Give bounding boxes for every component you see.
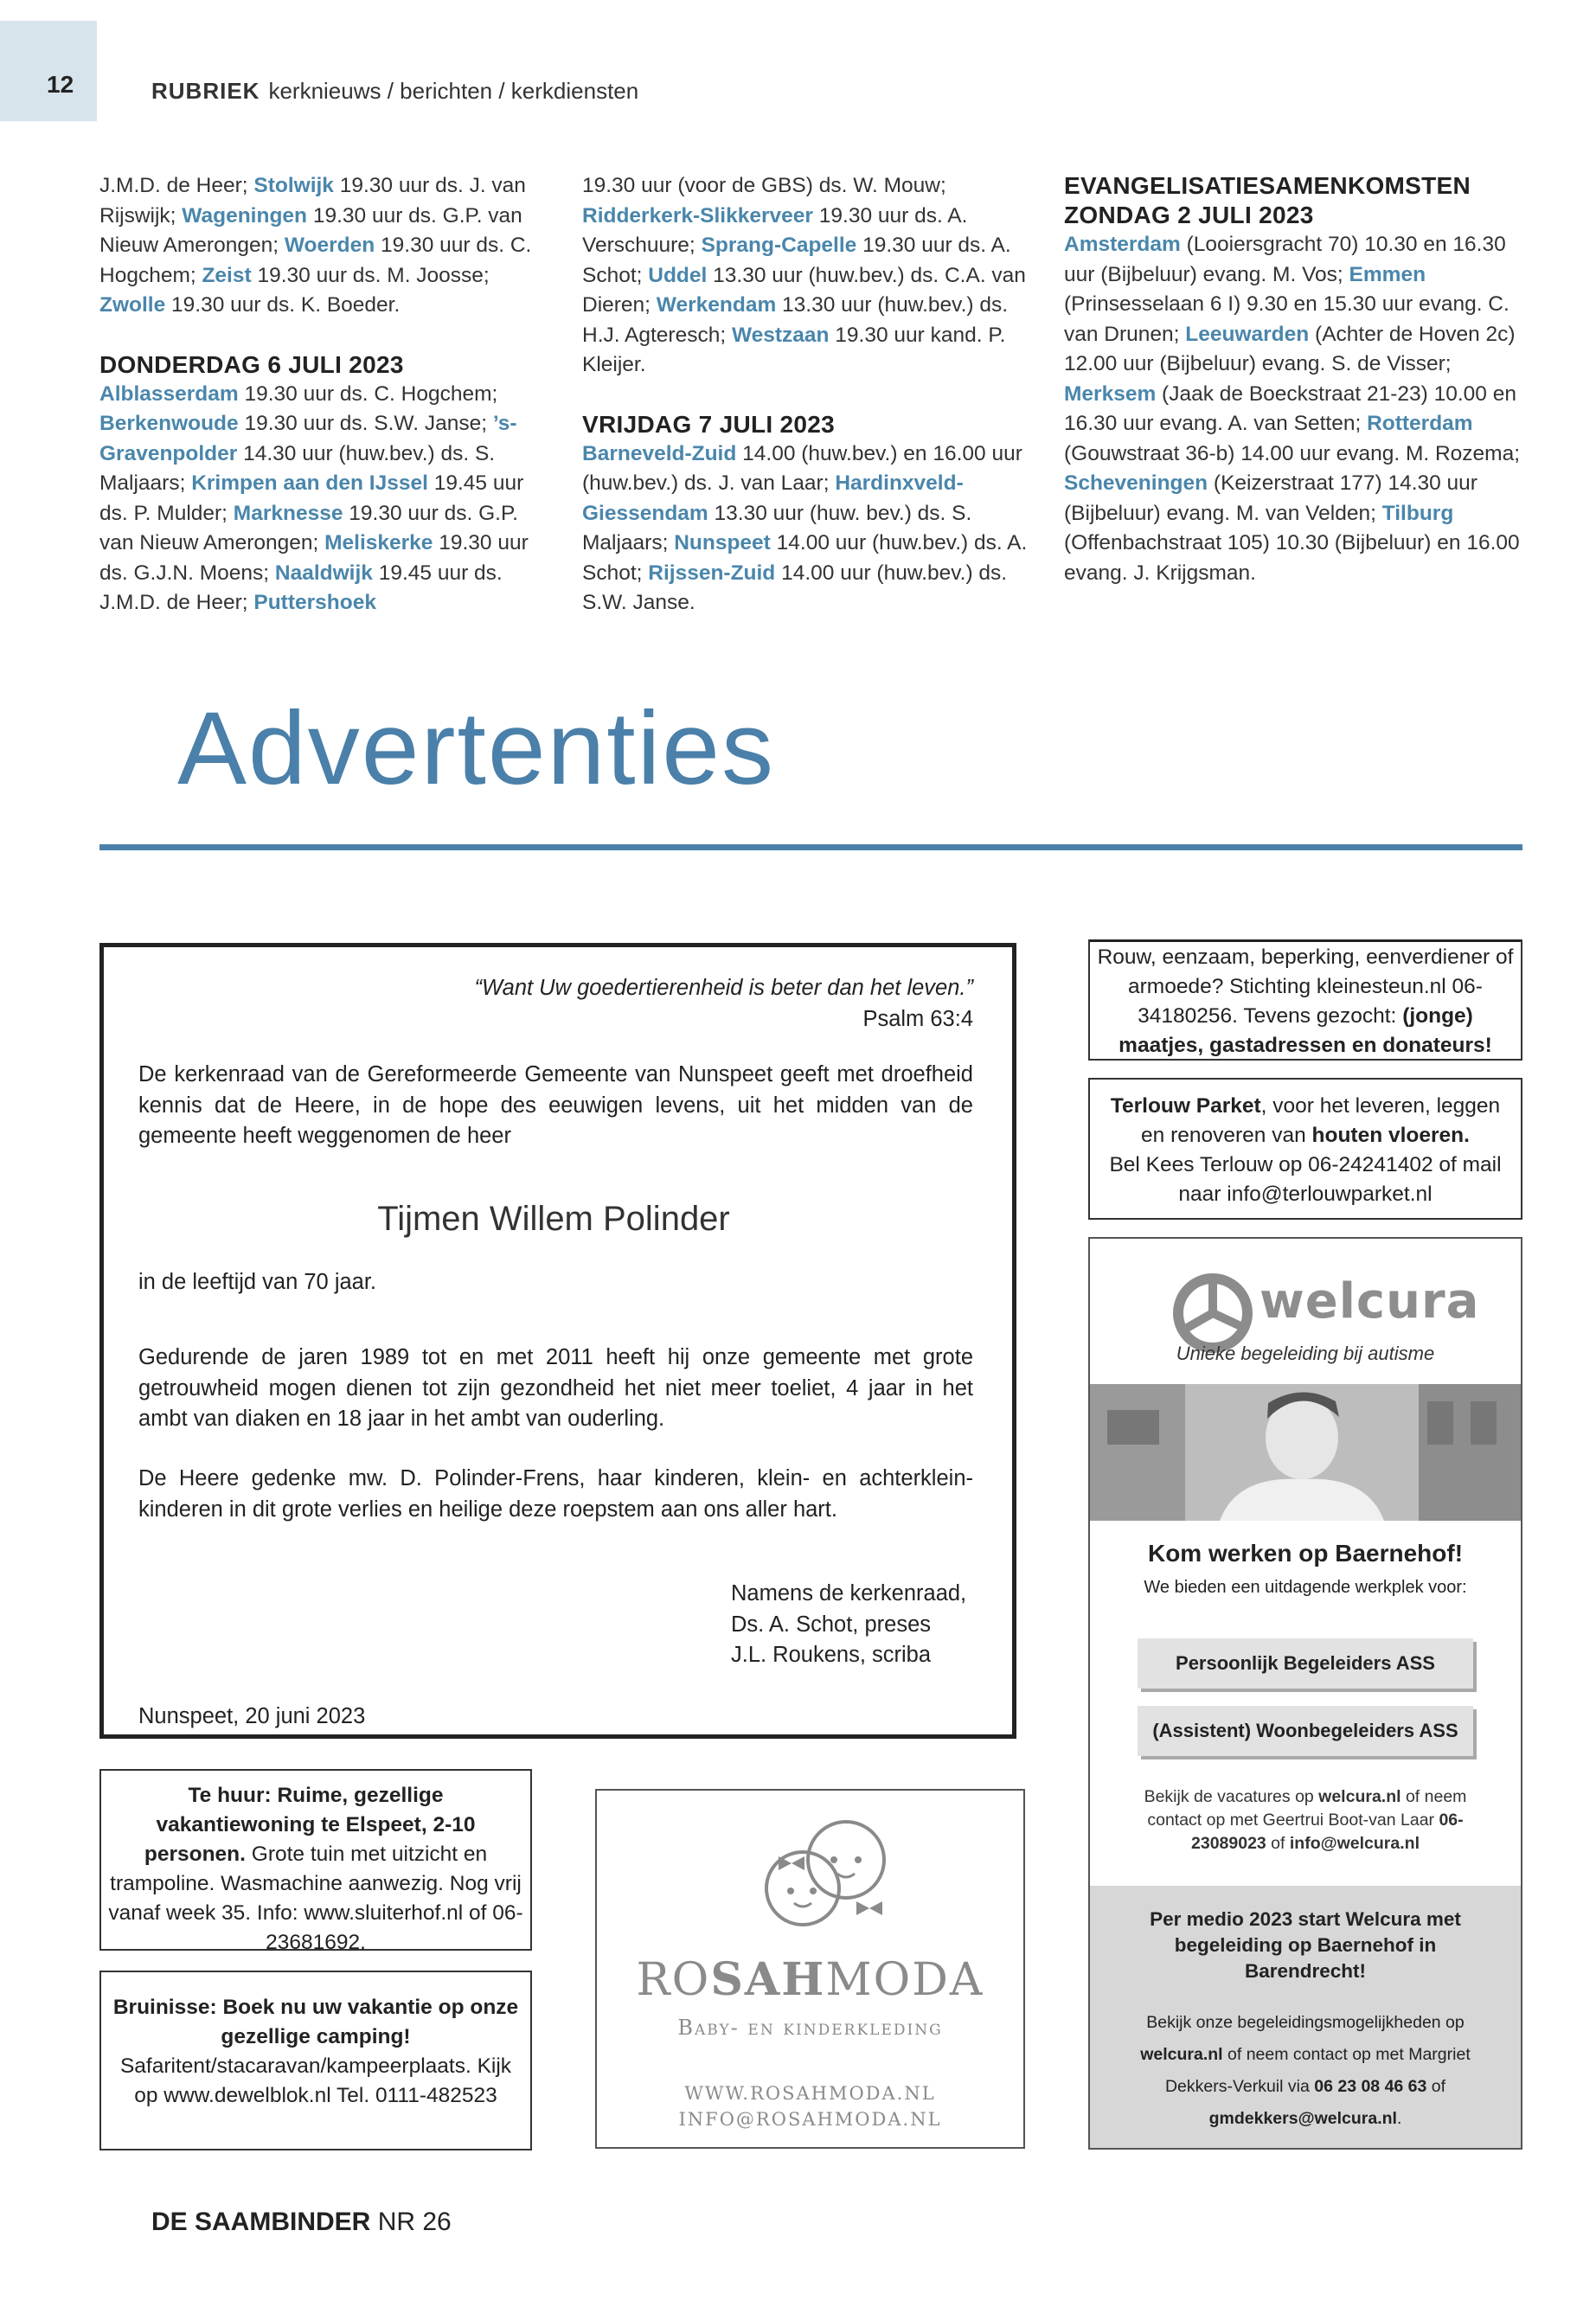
obituary-service: Gedurende de jaren 1989 tot en met 2011 heeft hij onze gemeente met grote getrouwheid mogen dienen tot zijn gezondheid het niet meer toeliet, 4 jaar in het ambt van diaken en 18 jaar in het ambt van ouderling. [138, 1345, 973, 1431]
service-text: 13.30 uur (huw.bev.) ds. C.A. van Dieren; [582, 263, 1026, 317]
ad-welcura [1088, 1237, 1522, 2150]
ad-text: , voor het leveren, leggen en renoveren van [1141, 1094, 1501, 1147]
rose-letter-icon: O [671, 1954, 711, 2006]
place-name: Stolwijk [253, 174, 334, 197]
welcura-logo-text: welcura [1259, 1273, 1480, 1330]
service-text: 19.30 uur ds. M. Joosse; [251, 263, 490, 287]
rosahmoda-tagline: Baby- en kinderkleding [677, 2016, 943, 2040]
place-name: ’s-Gravenpolder [99, 412, 517, 465]
ad-vakantiewoning [99, 1769, 532, 1954]
page-number: 12 [47, 71, 74, 98]
service-text: 19.30 uur ds. J. van Rijswijk; [99, 174, 526, 228]
footer [151, 2208, 452, 2237]
welcura-phone: 06-23089023 [1191, 1811, 1464, 1853]
place-name: Naaldwijk [274, 561, 373, 585]
place-name: Ridderkerk-Slikkerveer [582, 203, 813, 228]
place-name: Sprang-Capelle [701, 234, 857, 257]
vacancy-button-begeleiders[interactable]: Persoonlijk Begeleiders ASS [1138, 1638, 1473, 1689]
brand-letter: R [636, 1954, 672, 2006]
ad-text: Bekijk onze begeleidingsmogelijkheden op [1146, 2013, 1465, 2032]
rosahmoda-website[interactable]: WWW.ROSAHMODA.NL [684, 2083, 936, 2104]
ad-text: Safaritent/stacaravan/kampeerplaats. Kijk op www.dewelblok.nl Tel. 0111-482523 [119, 2054, 512, 2107]
service-list [582, 171, 1041, 381]
service-text: (Keizerstraat 177) 14.30 uur (Bijbeluur) evang. M. van Velden; [1064, 471, 1477, 525]
welcura-tagline: Unieke begeleiding bij autisme [1176, 1343, 1435, 1364]
place-name: Krimpen aan den IJssel [191, 471, 428, 495]
ad-text: of neem contact op met Geertrui Boot-van Laar [1147, 1787, 1467, 1830]
quote-text: “Want Uw goedertierenheid is beter dan het leven.” [474, 976, 973, 1000]
service-text: 13.30 uur (huw.bev.) ds. H.J. Agteresch; [582, 293, 1009, 347]
service-text: 19.30 uur ds. G.P. van Nieuw Amerongen; [99, 501, 518, 554]
place-name: Hardinxveld-Giessendam [582, 471, 964, 525]
section-heading: EVANGELISATIESAMENKOMSTEN [1064, 172, 1471, 199]
ad-text: Bekijk de vacatures op [1144, 1787, 1319, 1806]
obituary-condolence: De Heere gedenke mw. D. Polinder-Frens, haar kinderen, klein- en achterklein-kinderen in dit grote verlies en heilige deze roepstem aan ons aller hart. [138, 1466, 973, 1522]
day-heading: ZONDAG 2 JULI 2023 [1064, 202, 1314, 228]
ad-text: of neem contact op met Margriet Dekkers-Verkuil via [1164, 2045, 1471, 2096]
service-text: (Looiersgracht 70) 10.30 en 16.30 uur (Bijbeluur) evang. M. Vos; [1064, 233, 1506, 286]
service-text: 13.30 uur (huw. bev.) ds. S. Maljaars; [582, 501, 972, 554]
section-path: kerknieuws / berichten / kerkdiensten [268, 78, 639, 104]
place-name: Wageningen [182, 203, 308, 228]
service-text: (Achter de Hoven 2c) 12.00 uur (Bijbeluur) evang. S. de Visser; [1064, 322, 1516, 375]
service-text: 19.30 uur kand. P. Kleijer. [582, 323, 1006, 376]
day-heading: VRIJDAG 7 JULI 2023 [582, 410, 836, 438]
service-list [99, 380, 532, 619]
rosahmoda-email[interactable]: INFO@ROSAHMODA.NL [678, 2109, 942, 2130]
place-name: Uddel [648, 263, 708, 287]
obituary-date: Nunspeet, 20 juni 2023 [138, 1704, 366, 1728]
ad-kleinesteun [1088, 939, 1522, 1061]
ad-text: of [1266, 1834, 1290, 1853]
grey-panel-heading: Per medio 2023 start Welcura met begeleiding op Baernehof in Barendrecht! [1150, 1908, 1461, 1982]
service-text: 14.30 uur (huw.bev.) ds. S. Maljaars; [99, 441, 496, 495]
ad-text: . [1396, 2109, 1402, 2128]
place-name: Werkendam [656, 293, 777, 317]
signature-line: J.L. Roukens, scriba [731, 1643, 932, 1667]
day-heading: DONDERDAG 6 JULI 2023 [99, 350, 404, 378]
place-name: Alblasserdam [99, 381, 239, 406]
ad-bruinisse-camping [99, 1971, 532, 2150]
signature-line: Ds. A. Schot, preses [731, 1612, 932, 1637]
brand-text-bold: SAH [710, 1953, 826, 2006]
service-text: 19.30 uur ds. K. Boeder. [165, 293, 401, 317]
deceased-name: Tijmen Willem Polinder [377, 1200, 730, 1238]
service-text: 19.45 uur ds. J.M.D. de Heer; [99, 561, 503, 614]
obituary-signature [731, 1579, 966, 1671]
ad-text: Rouw, eenzaam, beperking, eenverdiener of armoede? Stichting kleinesteun.nl 06-34180256. Tevens gezocht: [1097, 945, 1514, 1028]
ad-terlouw-parket [1088, 1078, 1522, 1220]
magazine-title: DE SAAMBINDER [151, 2208, 371, 2236]
place-name: Zeist [202, 263, 252, 287]
service-text: 19.30 uur ds. G.P. van Nieuw Amerongen; [99, 203, 522, 257]
place-name: Woerden [284, 234, 375, 257]
section-header [151, 78, 638, 105]
place-name: Marknesse [233, 501, 343, 525]
service-list [1064, 230, 1522, 588]
title-rule [99, 844, 1522, 850]
service-text: J.M.D. de Heer; [99, 174, 254, 197]
babies-logo-icon [744, 1806, 891, 1936]
signature-line: Namens de kerkenraad, [731, 1581, 967, 1606]
service-text: 14.00 (huw.bev.) en 16.00 uur (huw.bev.) ds. J. van Laar; [582, 441, 1022, 495]
ad-bold-text: (jonge) maatjes, gastadressen en donateurs! [1118, 1004, 1492, 1057]
welcura-link[interactable]: welcura.nl [1318, 1787, 1401, 1806]
ad-text: of [1426, 2077, 1446, 2096]
place-name: Puttershoek [253, 591, 376, 614]
service-text: 19.30 uur ds. A. Verschuure; [582, 203, 968, 257]
place-name: Rotterdam [1367, 412, 1473, 435]
place-name: Amsterdam [1064, 233, 1181, 256]
welcura-link[interactable]: welcura.nl [1140, 2045, 1223, 2064]
welcura-subheading: We bieden een uitdagende werkplek voor: [1144, 1578, 1467, 1597]
place-name: Nunspeet [674, 531, 771, 554]
rosahmoda-contact [597, 2080, 1023, 2132]
grey-panel-text [1116, 2007, 1495, 2135]
service-text: 19.30 uur ds. C. Hogchem; [238, 381, 498, 406]
ad-rosahmoda [595, 1789, 1025, 2149]
ad-bold-text: Bruinisse: Boek nu uw vakantie op onze gezellige camping! [112, 1996, 519, 2048]
obituary-age: in de leeftijd van 70 jaar. [138, 1270, 377, 1294]
place-name: Scheveningen [1064, 471, 1208, 495]
service-text: 19.30 uur ds. S.W. Janse; [238, 412, 493, 435]
service-text: (Jaak de Boeckstraat 21-23) 10.00 en 16.30 uur evang. A. van Setten; [1064, 381, 1516, 435]
place-name: Rijssen-Zuid [648, 561, 776, 585]
obituary-quote [475, 973, 973, 1035]
vacancy-button-woonbegeleiders[interactable]: (Assistent) Woonbegeleiders ASS [1138, 1706, 1473, 1756]
ad-company: Terlouw Parket [1110, 1094, 1261, 1118]
services-column-2 [582, 171, 1041, 619]
place-name: Tilburg [1381, 501, 1454, 525]
service-text: 19.30 uur (voor de GBS) ds. W. Mouw; [582, 174, 946, 197]
service-text: 19.45 uur ds. P. Mulder; [99, 471, 524, 525]
brand-text: MODA [825, 1954, 984, 2006]
service-text: 19.30 uur ds. A. Schot; [582, 234, 1011, 287]
service-text: (Prinsesselaan 6 I) 9.30 en 15.30 uur evang. C. van Drunen; [1064, 292, 1509, 346]
place-name: Merksem [1064, 381, 1157, 406]
ad-text: Grote tuin met uitzicht en trampoline. Wasmachine aanwezig. Nog vrij vanaf week 35. Info: www.sluiterhof.nl of 06-23681692. [108, 1843, 523, 1954]
margriet-phone: 06 23 08 46 63 [1314, 2077, 1427, 2096]
rosahmoda-wordmark [597, 1953, 1023, 2006]
service-text: (Offenbachstraat 105) 10.30 (Bijbeluur) en 16.00 evang. J. Krijgsman. [1064, 531, 1520, 585]
services-column-3 [1064, 171, 1522, 588]
service-text: 14.00 uur (huw.bev.) ds. S.W. Janse. [582, 561, 1008, 614]
welcura-email[interactable]: info@welcura.nl [1289, 1834, 1420, 1853]
place-name: Westzaan [731, 323, 830, 347]
service-text: 19.30 uur ds. C. Hogchem; [99, 234, 532, 287]
issue-number: NR 26 [377, 2208, 452, 2236]
place-name: Emmen [1349, 262, 1426, 286]
services-column-1 [99, 171, 532, 619]
service-list [99, 171, 532, 321]
advertenties-title: Advertenties [177, 690, 776, 806]
welcura-heading: Kom werken op Baernehof! [1147, 1540, 1464, 1567]
ad-contact: Bel Kees Terlouw op 06-24241402 of mail naar info@terlouwparket.nl [1109, 1153, 1502, 1206]
obituary-intro: De kerkenraad van de Gereformeerde Gemeente van Nunspeet geeft met droefheid kennis dat de Heere, in de hope des eeuwigen levens, uit het midden van de gemeente heeft weggenomen de heer [138, 1062, 973, 1148]
staff-photo [1090, 1384, 1521, 1521]
welcura-grey-panel [1090, 1886, 1521, 2148]
service-text: (Gouwstraat 36-b) 14.00 uur evang. M. Rozema; [1064, 441, 1521, 465]
obituary-notice [99, 943, 1016, 1739]
place-name: Meliskerke [324, 531, 433, 554]
quote-reference: Psalm 63:4 [862, 1006, 973, 1031]
place-name: Berkenwoude [99, 412, 239, 435]
ad-bold-text: Te huur: Ruime, gezellige vakantiewoning te Elspeet, 2-10 personen. [144, 1784, 476, 1866]
service-text: 14.00 uur (huw.bev.) ds. A. Schot; [582, 531, 1028, 585]
service-text: 19.30 uur ds. G.J.N. Moens; [99, 531, 529, 585]
service-list [582, 439, 1041, 619]
rubriek-label: RUBRIEK [151, 78, 260, 104]
place-name: Barneveld-Zuid [582, 441, 737, 465]
place-name: Leeuwarden [1185, 322, 1310, 346]
place-name: Zwolle [99, 293, 166, 317]
ad-bold-text: houten vloeren. [1311, 1124, 1470, 1147]
margriet-email[interactable]: gmdekkers@welcura.nl [1208, 2109, 1397, 2128]
welcura-contact [1116, 1785, 1495, 1856]
